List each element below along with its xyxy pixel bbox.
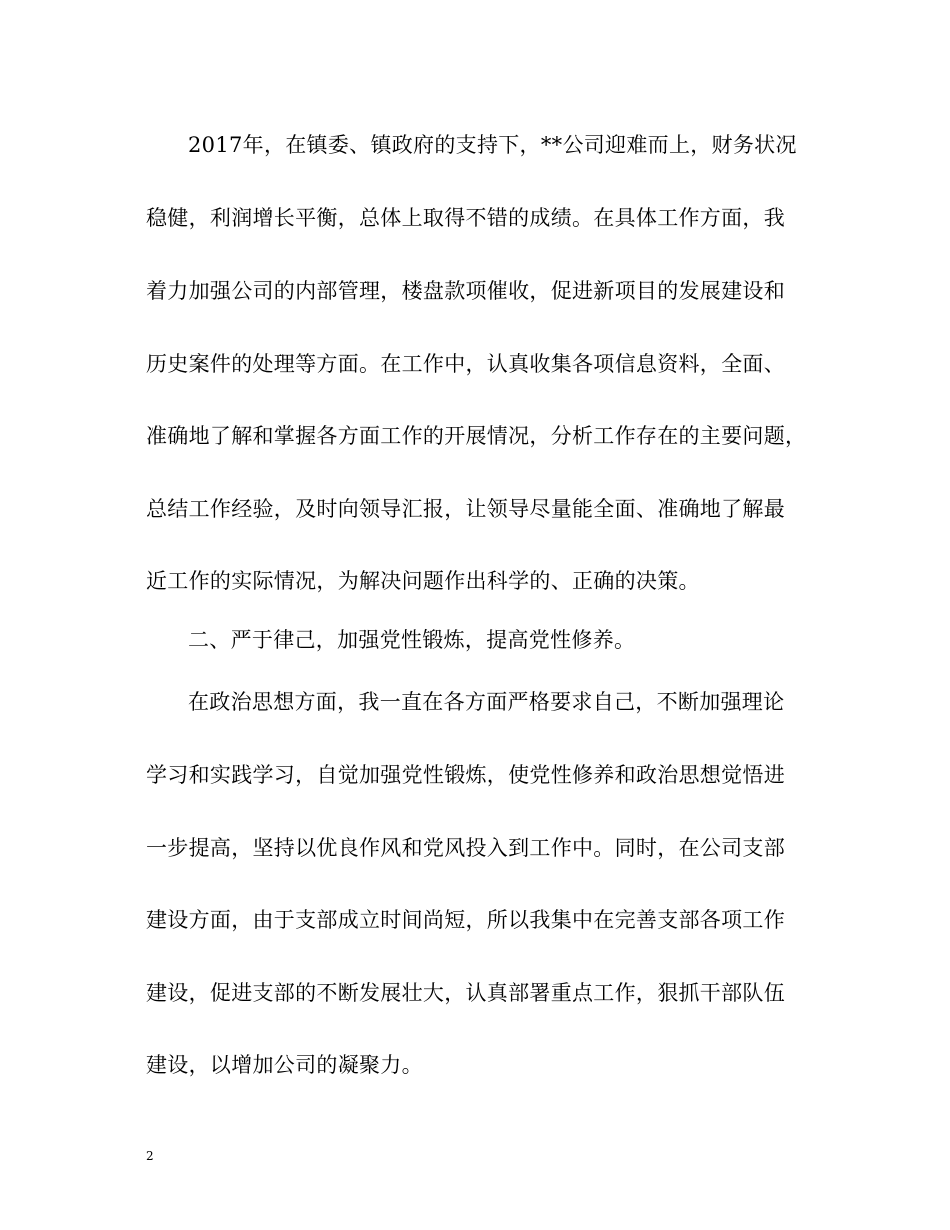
paragraph-line-13: 建设，促进支部的不断发展壮大，认真部署重点工作，狠抓干部队伍 xyxy=(146,981,785,1005)
paragraph-line-11: 一步提高，坚持以优良作风和党风投入到工作中。同时，在公司支部 xyxy=(146,836,785,860)
paragraph-line-12: 建设方面，由于支部成立时间尚短，所以我集中在完善支部各项工作 xyxy=(146,908,785,932)
paragraph-line-3: 着力加强公司的内部管理，楼盘款项催收，促进新项目的发展建设和 xyxy=(146,279,785,303)
paragraph-line-1: 2017年，在镇委、镇政府的支持下，**公司迎难而上，财务状况 xyxy=(188,133,797,157)
paragraph-line-9: 在政治思想方面，我一直在各方面严格要求自己，不断加强理论 xyxy=(188,690,785,714)
section-heading: 二、严于律己，加强党性锻炼，提高党性修养。 xyxy=(188,628,636,652)
page-number: 2 xyxy=(146,1149,154,1163)
paragraph-line-14: 建设，以增加公司的凝聚力。 xyxy=(146,1053,423,1077)
paragraph-line-7: 近工作的实际情况，为解决问题作出科学的、正确的决策。 xyxy=(146,569,700,593)
paragraph-line-6: 总结工作经验，及时向领导汇报，让领导尽量能全面、准确地了解最 xyxy=(146,497,785,521)
paragraph-line-2: 稳健，利润增长平衡，总体上取得不错的成绩。在具体工作方面，我 xyxy=(146,206,785,230)
paragraph-line-5: 准确地了解和掌握各方面工作的开展情况，分析工作存在的主要问题， xyxy=(146,424,807,448)
paragraph-line-10: 学习和实践学习，自觉加强党性锻炼，使党性修养和政治思想觉悟进 xyxy=(146,763,785,787)
paragraph-line-4: 历史案件的处理等方面。在工作中，认真收集各项信息资料，全面、 xyxy=(146,352,785,376)
